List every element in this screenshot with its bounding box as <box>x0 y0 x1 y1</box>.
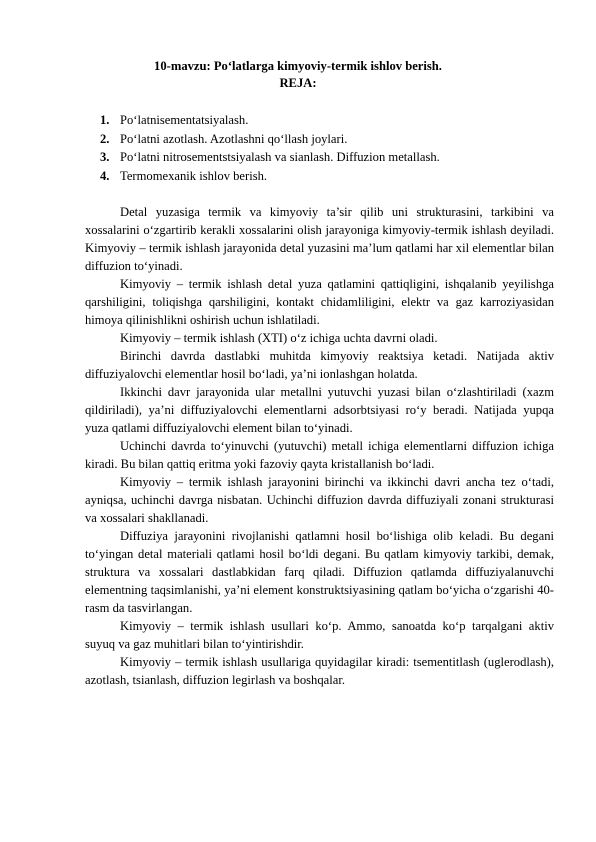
page-title: 10-mavzu: Po‘latlarga kimyoviy-termik ishlov berish. <box>154 59 442 73</box>
paragraph: Detal yuzasiga termik va kimyoviy ta’sir qilib uni strukturasini, tarkibini va xossalarini o‘zgartirib kerakli xossalarini olish jarayoniga kimyoviy-termik ishlash deyiladi. Kimyoviy – termik ishlash jarayonida detal yuzasini ma’lum qatlami har xil elementlar bilan diffuzion to‘yinadi. <box>85 205 554 273</box>
plan-item <box>100 148 540 167</box>
plan-heading: REJA: <box>279 76 317 90</box>
paragraph: Diffuziya jarayonini rivojlanishi qatlamni hosil bo‘lishiga olib keladi. Bu degani to‘yingan detal materiali qatlami hosil bo‘ldi degani. Bu qatlam kimyoviy tarkibi, demak, struktura va xossalari dastlabkidan farq qiladi. Diffuzion qatlamda diffuziyalanuvchi elementning taqsimlanishi, ya’ni element konstruktsiyasining qatlam bo‘yicha o‘zgarishi 40-rasm da tasvirlangan. <box>85 529 554 615</box>
plan-item-text: Po‘latni nitrosementstsiyalash va sianlash. Diffuzion metallash. <box>120 150 440 164</box>
plan-item-text: Termomexanik ishlov berish. <box>120 168 268 183</box>
plan-item-number: 2. <box>100 131 110 146</box>
plan-item <box>100 130 540 149</box>
paragraph: Kimyoviy – termik ishlash usullariga quyidagilar kiradi: tsementitlash (uglerodlash), azotlash, tsianlash, diffuzion legirlash va boshqalar. <box>85 655 554 687</box>
plan-item-number: 3. <box>100 150 110 164</box>
plan-item <box>100 167 540 186</box>
paragraph: Birinchi davrda dastlabki muhitda kimyoviy reaktsiya ketadi. Natijada aktiv diffuziyalovchi elementlar hosil bo‘ladi, ya’ni ionlashgan holatda. <box>85 349 554 381</box>
paragraph: Uchinchi davrda to‘yinuvchi (yutuvchi) metall ichiga elementlarni diffuzion ichiga kiradi. Bu bilan qattiq eritma yoki fazoviy qayta kristallanish bo‘ladi. <box>85 439 554 471</box>
plan-list <box>100 111 540 185</box>
plan-item-number: 1. <box>100 113 110 127</box>
paragraph: Ikkinchi davr jarayonida ular metallni yutuvchi yuzasi bilan o‘zlashtiriladi (xazm qildiriladi), ya’ni diffuziyalovchi elementlarni adsorbtsiyasi ro‘y beradi. Natijada yupqa yuza qatlami diffuziyalovchi element bilan to‘yinadi. <box>85 385 554 435</box>
body-text <box>85 203 554 689</box>
plan-item-number: 4. <box>100 168 110 183</box>
paragraph: Kimyoviy – termik ishlash jarayonini birinchi va ikkinchi davri ancha tez o‘tadi, ayniqsa, uchinchi davrga nisbatan. Uchinchi diffuzion davrda diffuziyali zonani strukturasi va xossalari shakllanadi. <box>85 475 554 525</box>
paragraph: Kimyoviy – termik ishlash detal yuza qatlamini qattiqligini, ishqalanib yeyilishga qarshiligini, toliqishga qarshiligini, kontakt chidamliligini, elektr va gaz karroziyasidan himoya qilinishlikni oshirish uchun ishlatiladi. <box>85 277 554 327</box>
paragraph: Kimyoviy – termik ishlash (XTI) o‘z ichiga uchta davrni oladi. <box>120 331 438 345</box>
plan-item-text: Po‘latnisementatsiyalash. <box>120 113 249 127</box>
plan-item-text: Po‘latni azotlash. Azotlashni qo‘llash joylari. <box>120 131 348 146</box>
plan-item <box>100 111 540 130</box>
paragraph: Kimyoviy – termik ishlash usullari ko‘p. Ammo, sanoatda ko‘p tarqalgani aktiv suyuq va gaz muhitlari bilan to‘yintirishdir. <box>85 619 554 651</box>
